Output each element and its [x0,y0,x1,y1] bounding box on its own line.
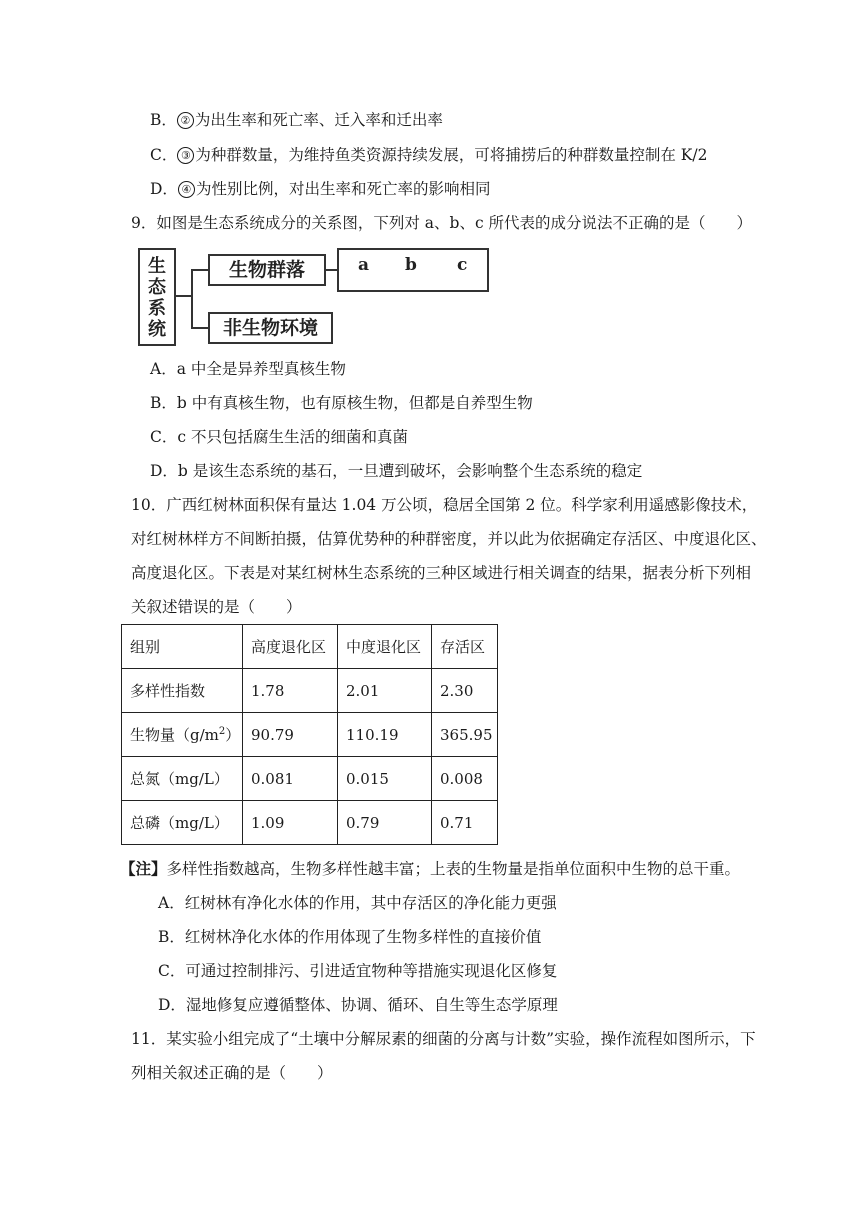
table-cell: 2.30 [432,669,498,713]
table-cell: 110.19 [338,713,432,757]
q9-option-a: A．a 中全是异养型真核生物 [150,360,346,378]
ecosystem-char: 统 [148,319,166,340]
q10-stem-line: 关叙述错误的是（ ） [131,598,302,616]
table-row [122,757,498,801]
ecosystem-box [138,248,176,346]
table-cell: 0.71 [432,801,498,845]
option-text: 为种群数量，为维持鱼类资源持续发展，可将捕捞后的种群数量控制在 K/2 [195,146,708,164]
circled-number: ② [177,112,194,129]
table-cell: 1.78 [243,669,338,713]
q11-stem-line: 11．某实验小组完成了“土壤中分解尿素的细菌的分离与计数”实验，操作流程如图所示，下 [131,1030,756,1048]
label-a: a [358,255,370,275]
table-cell: 2.01 [338,669,432,713]
q9-option-b: B．b 中有真核生物，也有原核生物，但都是自养型生物 [150,394,533,412]
label-text: ） [225,726,241,744]
table-note [120,858,740,880]
q10-stem-line: 对红树林样方不间断拍摄，估算优势种的种群密度，并以此为依据确定存活区、中度退化区、 [131,530,767,548]
table-row [122,669,498,713]
q8-option-d [150,178,490,200]
table-header: 中度退化区 [338,625,432,669]
q8-option-c [150,144,707,166]
row-label: 多样性指数 [122,669,243,713]
option-text: 为出生率和死亡率、迁入率和迁出率 [194,111,443,129]
option-letter: B． [150,111,177,129]
row-label [122,713,243,757]
option-letter: C． [150,146,178,164]
table-header: 存活区 [432,625,498,669]
q10-option-c: C．可通过控制排污、引进适宜物种等措施实现退化区修复 [158,962,558,980]
table-header-row [122,625,498,669]
table-cell: 1.09 [243,801,338,845]
table-cell: 365.95 [432,713,498,757]
community-box: 生物群落 [208,254,326,286]
table-cell: 0.015 [338,757,432,801]
q8-option-b [150,109,443,131]
table-row [122,713,498,757]
note-tag: 【注】 [120,859,167,878]
table-header: 组别 [122,625,243,669]
table-row [122,801,498,845]
circled-number: ④ [178,181,195,198]
row-label: 总氮（mg/L） [122,757,243,801]
ecosystem-char: 态 [148,277,166,298]
q10-stem-line: 高度退化区。下表是对某红树林生态系统的三种区域进行相关调查的结果，据表分析下列相 [131,564,752,582]
option-letter: D． [150,180,178,198]
q9-stem: 9．如图是生态系统成分的关系图，下列对 a、b、c 所代表的成分说法不正确的是（ ） [131,214,753,232]
environment-box: 非生物环境 [208,312,333,344]
label-b: b [405,255,417,275]
table-header: 高度退化区 [243,625,338,669]
q10-option-d: D．湿地修复应遵循整体、协调、循环、自生等生态学原理 [158,996,558,1014]
ecosystem-char: 生 [148,256,166,277]
q10-option-a: A．红树林有净化水体的作用，其中存活区的净化能力更强 [158,894,557,912]
abc-box [337,248,489,292]
label-superscript: 2 [218,726,226,737]
survey-table [121,624,498,845]
table-cell: 0.008 [432,757,498,801]
q10-option-b: B．红树林净化水体的作用体现了生物多样性的直接价值 [158,928,542,946]
label-text: 生物量（g/m [130,726,219,744]
circled-number: ③ [177,147,194,164]
label-c: c [457,255,468,275]
note-text: 多样性指数越高，生物多样性越丰富；上表的生物量是指单位面积中生物的总干重。 [166,860,741,878]
table-cell: 0.081 [243,757,338,801]
ecosystem-diagram [138,248,490,348]
row-label: 总磷（mg/L） [122,801,243,845]
q11-stem-line: 列相关叙述正确的是（ ） [131,1064,333,1082]
q9-option-d: D．b 是该生态系统的基石，一旦遭到破坏，会影响整个生态系统的稳定 [150,462,643,480]
q10-stem-line: 10．广西红树林面积保有量达 1.04 万公顷，稳居全国第 2 位。科学家利用遥感影像技术， [131,496,758,514]
option-text: 为性别比例，对出生率和死亡率的影响相同 [195,180,491,198]
q9-option-c: C．c 不只包括腐生生活的细菌和真菌 [150,428,408,446]
ecosystem-char: 系 [148,298,166,319]
table-cell: 90.79 [243,713,338,757]
table-cell: 0.79 [338,801,432,845]
ecosystem-label [140,256,174,340]
